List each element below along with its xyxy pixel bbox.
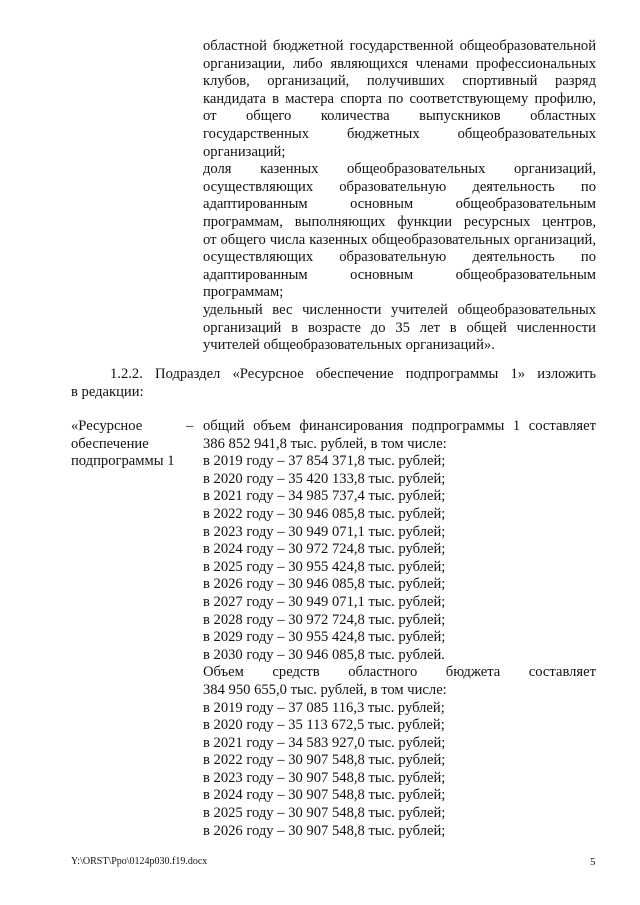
text-line: осуществляющих образовательную деятельность по xyxy=(203,249,596,266)
funding-line: в 2030 году – 30 946 085,8 тыс. рублей. xyxy=(203,646,445,663)
funding-line: в 2026 году – 30 946 085,8 тыс. рублей; xyxy=(203,576,446,593)
text-line: адаптированным основным общеобразовательным xyxy=(203,266,596,283)
label-line: подпрограммы 1 xyxy=(71,453,175,470)
label-line: обеспечение xyxy=(71,435,149,452)
text-line: программам; xyxy=(203,284,284,301)
text-line: от общего числа казенных общеобразовательных организаций, xyxy=(203,231,596,248)
funding-line: в 2024 году – 30 907 548,8 тыс. рублей; xyxy=(203,787,446,804)
text-line: государственных бюджетных общеобразовательных xyxy=(203,125,596,142)
text-line: доля казенных общеобразовательных организаций, xyxy=(203,161,596,178)
text-line: организации, либо являющихся членами профессиональных xyxy=(203,55,596,72)
funding-line: в 2023 году – 30 949 071,1 тыс. рублей; xyxy=(203,523,446,540)
text-line: организаций в возрасте до 35 лет в общей численности xyxy=(203,319,596,336)
dash-separator: – xyxy=(186,418,194,434)
text-line: осуществляющих образовательную деятельность по xyxy=(203,178,596,195)
funding-line: в 2021 году – 34 583 927,0 тыс. рублей; xyxy=(203,734,446,751)
funding-line: в 2029 году – 30 955 424,8 тыс. рублей; xyxy=(203,629,446,646)
funding-line: в 2022 году – 30 907 548,8 тыс. рублей; xyxy=(203,752,446,769)
text-line: программам, выполняющих функции ресурсных центров, xyxy=(203,213,596,230)
funding-line: в 2020 году – 35 420 133,8 тыс. рублей; xyxy=(203,470,446,487)
text-line: адаптированным основным общеобразовательным xyxy=(203,196,596,213)
top-text-block xyxy=(203,38,596,355)
footer-file-path: Y:\ORST\Ppo\0124p030.f19.docx xyxy=(71,856,208,867)
funding-line: в 2028 году – 30 972 724,8 тыс. рублей; xyxy=(203,611,446,628)
text-line: учителей общеобразовательных организаций». xyxy=(203,337,495,354)
funding-line: в 2020 году – 35 113 672,5 тыс. рублей; xyxy=(203,717,445,734)
label-line: «Ресурсное xyxy=(71,418,143,434)
funding-line: в 2019 году – 37 085 116,3 тыс. рублей; xyxy=(203,699,445,716)
paragraph-continuation: в редакции: xyxy=(71,384,144,400)
funding-line: в 2027 году – 30 949 071,1 тыс. рублей; xyxy=(203,593,446,610)
funding-line: в 2019 году – 37 854 371,8 тыс. рублей; xyxy=(203,453,446,470)
text-line: областной бюджетной государственной общеобразовательной xyxy=(203,38,596,54)
page-number: 5 xyxy=(590,856,596,868)
funding-line: в 2026 году – 30 907 548,8 тыс. рублей; xyxy=(203,822,446,839)
funding-line: в 2025 году – 30 955 424,8 тыс. рублей; xyxy=(203,558,446,575)
funding-block xyxy=(203,418,596,840)
text-line: кандидата в мастера спорта по соответствующему профилю, xyxy=(203,90,596,107)
text-line: от общего количества выпускников областных xyxy=(203,108,596,125)
paragraph-heading: 1.2.2. Подраздел «Ресурсное обеспечение подпрограммы 1» изложить xyxy=(110,366,596,382)
funding-line: 384 950 655,0 тыс. рублей, в том числе: xyxy=(203,681,447,698)
resource-label xyxy=(71,418,181,471)
funding-line: общий объем финансирования подпрограммы 1 составляет xyxy=(203,418,596,434)
funding-line: Объем средств областного бюджета составляет xyxy=(203,664,596,681)
funding-line: в 2022 году – 30 946 085,8 тыс. рублей; xyxy=(203,505,446,522)
funding-line: 386 852 941,8 тыс. рублей, в том числе: xyxy=(203,435,447,452)
funding-line: в 2023 году – 30 907 548,8 тыс. рублей; xyxy=(203,769,446,786)
funding-line: в 2025 году – 30 907 548,8 тыс. рублей; xyxy=(203,805,446,822)
text-line: удельный вес численности учителей общеобразовательных xyxy=(203,301,596,318)
funding-line: в 2021 году – 34 985 737,4 тыс. рублей; xyxy=(203,488,446,505)
text-line: организаций; xyxy=(203,143,286,160)
text-line: клубов, организаций, получивших спортивный разряд xyxy=(203,73,596,90)
funding-line: в 2024 году – 30 972 724,8 тыс. рублей; xyxy=(203,541,446,558)
